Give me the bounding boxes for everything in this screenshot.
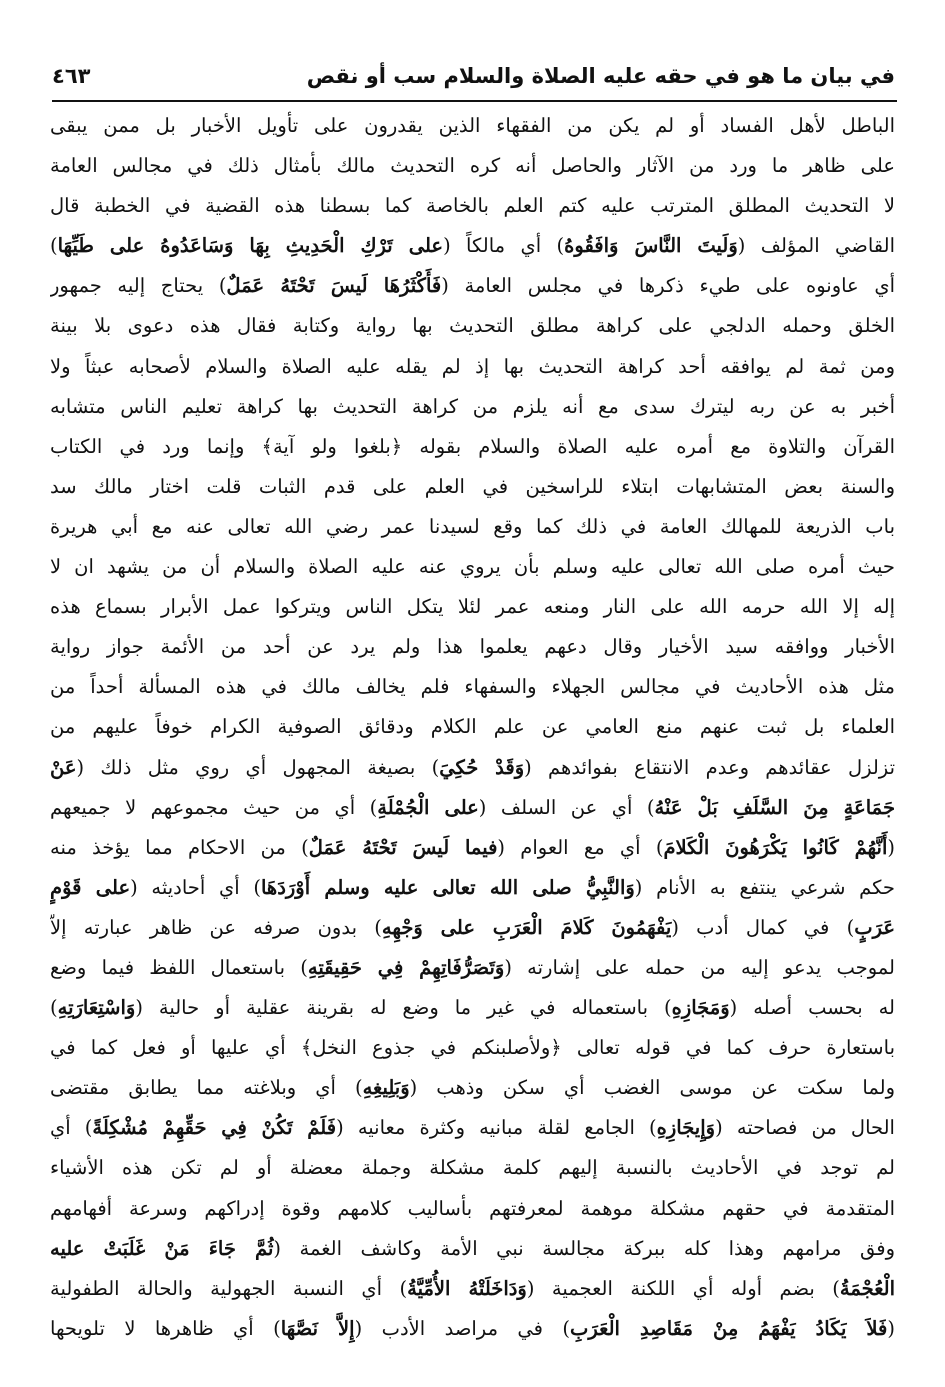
text-line — [50, 547, 895, 587]
commentary-text: ) في كمال أدب ( — [671, 915, 855, 939]
commentary-text: ) أي مع العوام ( — [497, 835, 664, 859]
commentary-text: ولما سكت عن موسى الغضب أي سكن وذهب ( — [409, 1076, 895, 1100]
commentary-text: ) — [50, 996, 58, 1020]
commentary-text: له بحسب أصله ( — [729, 996, 895, 1020]
commentary-text: القرآن والتلاوة مع أمره عليه الصلاة والسلام بقوله ﴿بلغوا ولو آية﴾ وإنما ورد في الكتاب — [50, 434, 895, 458]
text-line — [50, 1108, 895, 1148]
commentary-text: ( — [887, 1316, 895, 1340]
commentary-text: الأخبار ووافقه سيد الأخيار وقال دعهم يعلموا هذا ولم يرد عن أحد من الأئمة جواز رواية — [50, 635, 895, 659]
commentary-text: حيث أمره صلى الله تعالى عليه وسلم بأن يروي عنه عليه الصلاة والسلام أن من يشهد ان لا — [50, 555, 895, 579]
quoted-matn-text: وَبَلِيغِهِ — [362, 1076, 410, 1100]
quoted-matn-text: وَمَجَازِهِ — [671, 996, 730, 1020]
quoted-matn-text: إِلاَّ نَصَّهَا — [280, 1316, 355, 1340]
quoted-matn-text: عَنْ — [50, 755, 77, 779]
text-line — [50, 828, 895, 868]
quoted-matn-text: فَلاَ يَكَادُ يَفْهَمُ مِنْ مَقَاصِدِ الْعَرَبِ — [570, 1316, 888, 1340]
text-line — [50, 266, 895, 306]
commentary-text: ) أي وبلاغته مما يطابق مقتضى — [50, 1076, 363, 1100]
text-line — [50, 1189, 895, 1229]
commentary-text: ) بضم أوله أي اللكنة العجمية ( — [526, 1276, 840, 1300]
commentary-text: إله إلا الله حرمه الله على النار ومنعه عمر لئلا يتكل الناس ويتركوا عمل الأبرار بسماع هذه — [50, 595, 895, 619]
text-line — [50, 988, 895, 1028]
commentary-text: الخلق وحمله الدلجي على كراهة مطلق التحديث بها رواية وكتابة فقال هذه دعوى بلا بينة — [50, 314, 895, 338]
commentary-text: الباطل لأهل الفساد أو لم يكن من الفقهاء الذين يقدرون على تأويل الأخبار بل ممن يبقى — [50, 114, 895, 137]
commentary-text: وفق مرامهم وهذا كله ببركة مجالسة نبي الأمة وكاشف الغمة ( — [273, 1236, 895, 1260]
text-line — [50, 1269, 895, 1309]
commentary-text: ) أي عن السلف ( — [478, 795, 655, 819]
commentary-text: ) باستعمال اللفظ فيما وضع — [50, 955, 308, 979]
commentary-text: الحال من فصاحته ( — [715, 1116, 895, 1140]
quoted-matn-text: وَقَدْ حُكِيَ — [439, 755, 525, 779]
quoted-matn-text: يَفْهَمُونَ كَلامَ الْعَرَبِ على وَجْهِهِ — [381, 915, 672, 939]
quoted-matn-text: وَدَاخَلَتْهُ الأُمِّيَّةُ — [407, 1276, 527, 1300]
commentary-text: ) بدون صرفه عن ظاهر عبارته إلاّ — [50, 915, 382, 939]
quoted-matn-text: وَالنَّبِيُّ صلى الله تعالى عليه وسلم أَوْرَدَهَا — [260, 875, 635, 899]
running-title: في بيان ما هو في حقه عليه الصلاة والسلام سب أو نقص — [306, 64, 895, 88]
quoted-matn-text: وَتَصَرُّفَاتِهِمْ فِي حَقِيقَتِهِ — [307, 955, 505, 979]
commentary-text: ) يحتاج إليه جمهور — [50, 274, 227, 298]
quoted-matn-text: على قَوْمٍ — [50, 875, 131, 899]
commentary-text: أي عاونوه على طيء ذكرها في مجلس العامة ( — [441, 274, 895, 298]
quoted-matn-text: جَمَاعَةٍ مِنَ السَّلَفِ بَلْ عَنْهُ — [654, 795, 895, 819]
commentary-text: تزلزل عقائدهم وعدم الانتقاع بفوائدهم ( — [524, 755, 895, 779]
text-line — [50, 427, 895, 467]
commentary-text: ) باستعماله في غير ما وضع له بقرينة عقلية أو حالية ( — [135, 996, 672, 1020]
quoted-matn-text: فَلَمْ تَكُنْ فِي حَقِّهِمْ مُشْكِلَةً — [92, 1116, 337, 1140]
text-line — [50, 106, 895, 146]
commentary-text: ) بصيغة المجهول أي روي مثل ذلك ( — [76, 755, 440, 779]
quoted-matn-text: على تَرْكِ الْحَدِيثِ بِهَا وَسَاعَدُوهُ على طَيِّهَا — [57, 234, 444, 258]
quoted-matn-text: ثُمَّ جَاءَ مَنْ غَلَبَتْ عليه — [50, 1236, 274, 1260]
commentary-text: ومن ثمة لم يوافقه أحد كراهة التحديث بها إذ لم يقله عليه الصلاة والسلام لأصحابه عبثاً ولا — [50, 354, 895, 378]
text-line — [50, 627, 895, 667]
text-line — [50, 748, 895, 788]
text-line — [50, 186, 895, 226]
commentary-text: لا التحديث المطلق المترتب عليه كتم العلم بالخاصة كما بسطنا هذه القضية في الخطبة قال — [50, 194, 895, 218]
quoted-matn-text: وَإِيجَازِهِ — [656, 1116, 716, 1140]
text-line — [50, 507, 895, 547]
text-line — [50, 1148, 895, 1188]
text-line — [50, 306, 895, 346]
text-line — [50, 788, 895, 828]
quoted-matn-text: أَنَّهُمْ كَانُوا يَكْرَهُونَ الْكَلامَ — [663, 835, 888, 859]
quoted-matn-text: عَرَبٍ — [854, 915, 895, 939]
text-line — [50, 1068, 895, 1108]
commentary-text: القاضي المؤلف ( — [737, 234, 895, 258]
text-line — [50, 667, 895, 707]
quoted-matn-text: وَلَيتَ النَّاسَ وَافَقُوهُ — [564, 234, 738, 258]
commentary-text: حكم شرعي ينتفع به الأنام ( — [634, 875, 895, 899]
commentary-text: المتقدمة في حقهم مشكلة موهمة لمعرفتهم بأساليب كلامهم وقوة إدراكهم وسرعة أفهامهم — [50, 1196, 895, 1220]
commentary-text: باستعارة حرف كما في قوله تعالى ﴿ولأصلبنكم في جذوع النخل﴾ أي عليها أو فعل كما في — [50, 1036, 895, 1060]
quoted-matn-text: على الْجُمْلَةِ — [377, 795, 479, 819]
page-body — [50, 106, 895, 1349]
quoted-matn-text: الْعُجْمَةُ — [839, 1276, 895, 1300]
header-rule — [52, 100, 897, 102]
text-line — [50, 347, 895, 387]
commentary-text: ( — [887, 835, 895, 859]
commentary-text: والسنة بعض المتشابهات ابتلاء للراسخين في العلم على قدم الثبات قلت اختار مالك سد — [50, 474, 895, 498]
commentary-text: ) في مراصد الأدب ( — [354, 1316, 571, 1340]
quoted-matn-text: فَأَكْثَرُهَا لَيسَ تَحْتَهُ عَمَلٌ — [226, 274, 442, 298]
commentary-text: ) أي أحاديثه ( — [130, 875, 261, 899]
page-number: ٤٦٣ — [52, 64, 91, 88]
text-line — [50, 467, 895, 507]
text-line — [50, 1309, 895, 1349]
text-line — [50, 707, 895, 747]
text-line — [50, 908, 895, 948]
commentary-text: ) من الاحكام مما يؤخذ منه — [50, 835, 309, 859]
commentary-text: ) أي النسبة الجهولية والحالة الطفولية — [50, 1276, 408, 1300]
commentary-text: باب الذريعة للمهالك العامة في ذلك كما وقع لسيدنا عمر رضي الله تعالى عنه مع أبي هريرة — [50, 514, 895, 538]
commentary-text: ) أي مالكاً ( — [443, 234, 565, 258]
quoted-matn-text: وَاسْتِعَارَتِهِ — [57, 996, 136, 1020]
text-line — [50, 1229, 895, 1269]
commentary-text: مثل هذه الأحاديث في مجالس الجهلاء والسفهاء فلم يخالف مالك في هذه المسألة أحداً من — [50, 675, 895, 699]
text-line — [50, 587, 895, 627]
text-line — [50, 387, 895, 427]
text-line — [50, 226, 895, 266]
text-line — [50, 146, 895, 186]
commentary-text: أخبر به عن ربه ليترك سدى مع أنه يلزم من كراهة التحديث بها كراهة تعليم الناس متشابه — [50, 394, 895, 418]
commentary-text: ) أي ظاهرها لا تلويحها — [50, 1316, 281, 1340]
commentary-text: ) — [50, 234, 58, 258]
quoted-matn-text: فيما لَيسَ تَحْتَهُ عَمَلٌ — [308, 835, 498, 859]
commentary-text: العلماء بل ثبت عنهم منع العامي عن علم الكلام ودقائق الصوفية الكرام خوفاً عليهم من — [50, 715, 895, 739]
running-header — [52, 55, 895, 97]
commentary-text: على ظاهر ما ورد من الآثار والحاصل أنه كره التحديث مالك بأمثال ذلك في مجالس العامة — [50, 154, 895, 178]
commentary-text: ) الجامع لقلة مبانيه وكثرة معانيه ( — [336, 1116, 657, 1140]
text-line — [50, 868, 895, 908]
commentary-text: لم توجد في الأحاديث بالنسبة إليهم كلمة مشكلة وجملة معضلة أو لم تكن هذه الأشياء — [50, 1156, 895, 1180]
text-line — [50, 948, 895, 988]
commentary-text: لموجب يدعو إليه من حمله على إشارته ( — [504, 955, 895, 979]
text-line — [50, 1028, 895, 1068]
commentary-text: ) أي — [50, 1116, 93, 1140]
commentary-text: ) أي من حيث مجموعهم لا جميعهم — [50, 795, 378, 819]
